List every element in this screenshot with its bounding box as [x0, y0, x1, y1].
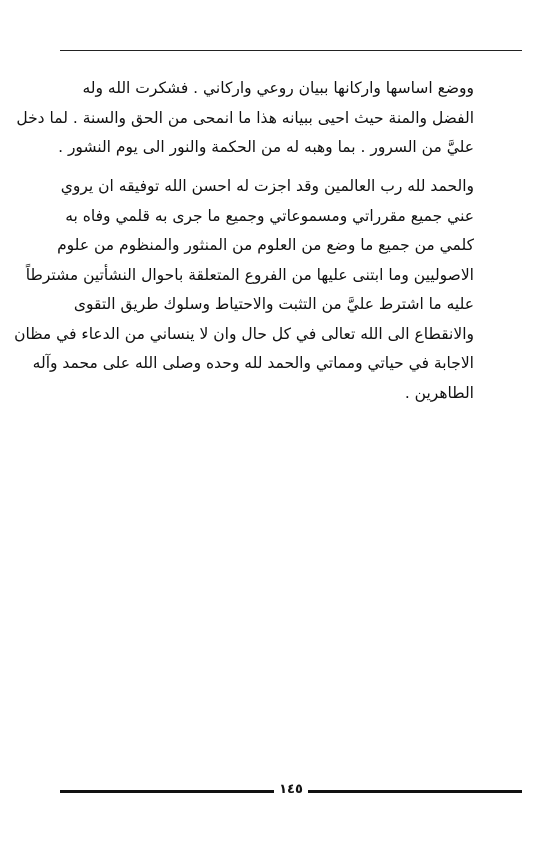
- footer-rule-right: [308, 790, 522, 793]
- text-line: كلمي من جميع ما وضع من العلوم من المنثور والمنظوم من علوم: [57, 236, 474, 254]
- text-line: ووضع اساسها واركانها ببيان روعي واركاني . فشكرت الله وله: [82, 79, 474, 97]
- footer-rule-left: [60, 790, 274, 793]
- text-line: الطاهرين .: [404, 383, 474, 402]
- text-line: عليَّ من السرور . بما وهبه له من الحكمة والنور الى يوم النشور .: [58, 138, 474, 156]
- text-line: الفضل والمنة حيث احيى ببيانه هذا ما انمحى من الحق والسنة . لما دخل: [16, 108, 474, 127]
- paragraph-2: [14, 172, 474, 408]
- text-line: والحمد لله رب العالمين وقد اجزت له احسن الله توفيقه ان يروي: [60, 177, 474, 195]
- text-line: الاجابة في حياتي ومماتي والحمد لله وحده وصلى الله على محمد وآله: [32, 354, 474, 372]
- text-line: عني جميع مقرراتي ومسموعاتي وجميع ما جرى به قلمي وفاه به: [65, 206, 474, 225]
- text-line: عليه ما اشترط عليَّ من التثبت والاحتياط وسلوك طريق التقوى: [73, 295, 474, 313]
- text-line: والانقطاع الى الله تعالى في كل حال وان لا ينساني من الدعاء في مظان: [14, 324, 474, 343]
- page-footer: [60, 782, 522, 797]
- text-line: الاصوليين وما ابتنى عليها من الفروع المتعلقة باحوال النشأتين مشترطاً: [25, 265, 474, 284]
- page-number: ١٤٥: [279, 782, 303, 797]
- paragraph-1: [16, 74, 474, 163]
- top-rule: [60, 50, 522, 51]
